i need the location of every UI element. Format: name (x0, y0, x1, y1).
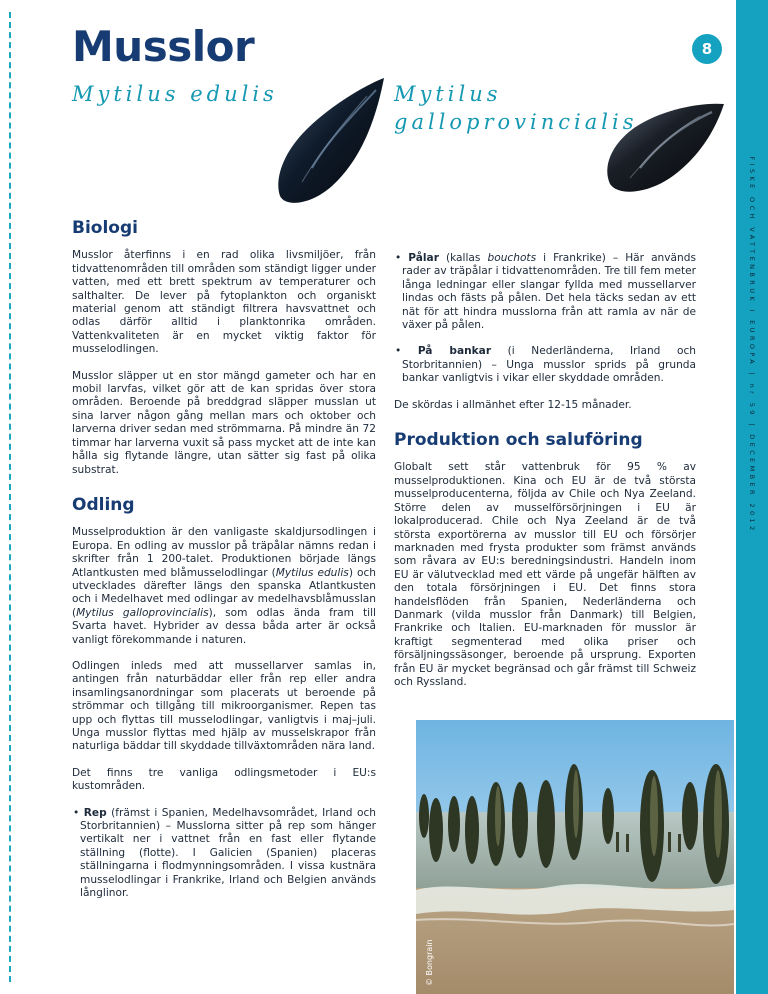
biologi-paragraph-1: Musslor återfinns i en rad olika livsmiljöer, från tidvattenområden till områden som ständigt ligger under vatten, med ett brett spektrum av temperaturer och salthalter. De lever på fytoplankton och organiskt material genom att ständigt filtrera havsvattnet och odlas därför alltid i planktonrika områden. Vattenkvaliteten är en mycket viktig faktor för musselodlingen. (72, 249, 376, 356)
odling-paragraph-3: Det finns tre vanliga odlingsmetoder i EU:s kustområden. (72, 766, 376, 793)
biologi-heading: Biologi (72, 218, 138, 238)
method-rep-item: • Rep (främst i Spanien, Medelhavsområdet, Irland och Storbritannien) – Musslorna sitter på rep som hänger vertikalt ner i vattnet från en fast eller flytande ställning (flotte). I Galicien (Spanien) placeras ställningarna i flodmynningsområden. I vissa kustnära musselodlingar i Frankrike, Irland och Belgien används långlinor. (73, 806, 376, 900)
harvest-text: De skördas i allmänhet efter 12-15 månader. (394, 398, 632, 411)
odling-paragraph-1: Musselproduktion är den vanligaste skaldjursodlingen i Europa. En odling av musslor på träpålar nämns redan i skrifter från 1 200-talet. Produktionen började längs Atlantkusten med blåmusselodlingar (Mytilus edulis) och utvecklades därefter längs den spanska Atlantkusten och i Medelhavet med odlingar av medelhavsblåmusslan (Mytilus galloprovincialis), som odlas ända fram till Svarta havet. Hybrider av dessa båda arter är också vanligt förekommande i naturen. (72, 526, 376, 646)
side-banner-text: FISKE OCH VATTENBRUK I EUROPA | nr 59 | DECEMBER 2012 (748, 156, 756, 534)
method-palar-item: • Pålar (kallas bouchots i Frankrike) – Här används rader av träpålar i tidvattenområden. Tre till fem meter långa ledningar eller slangar fyllda med mussellarver lindas och fästs på pålen. Det hela täcks sedan av ett nät för att hindra musslorna från att ramla av när de växer på pålen. (395, 252, 696, 332)
photo-credit: © Bongrain (425, 939, 434, 986)
dashed-margin-line (9, 12, 11, 982)
produktion-heading: Produktion och saluföring (394, 430, 643, 451)
odling-paragraph-2: Odlingen inleds med att mussellarver samlas in, antingen från naturbäddar eller från rep eller andra insamlingsanordningar som placerats ut beroende på strömmar och tillgång till mikroorganismer. Repen tas upp och flyttas till musselodlingar, vanligtvis i maj–juli. Unga musslor flyttas med hjälp av musselskrapor från naturliga bäddar till skyddade tillväxtområden nära land. (72, 659, 376, 753)
method-bankar-item: • På bankar (i Nederländerna, Irland och Storbritannien) – Unga musslor sprids på grunda bankar vanligtvis i vikar eller skyddade områden. (395, 345, 696, 385)
bouchot-beach-scene (416, 720, 734, 994)
left-column (72, 218, 376, 913)
side-banner-text-wrap (740, 156, 764, 534)
odling-heading: Odling (72, 494, 135, 515)
mussel-poles-photo (416, 720, 734, 994)
species-name-edulis: Mytilus edulis (72, 82, 278, 106)
species-name-galloprovincialis: Mytilus galloprovincialis (394, 82, 638, 134)
mussel-edulis-image (272, 74, 390, 208)
biologi-paragraph-2: Musslor släpper ut en stor mängd gameter och har en mobil larvfas, vilket gör att de kan spridas över stora områden. Beroende på breddgrad släpper musslan ut sina larver någon gång mellan mars och oktober och larverna driver sedan med strömmarna. På mindre än 72 timmar har larverna vuxit så pass mycket att de inte kan hålla sig flytande längre, utan sätter sig fast på olika substrat. (72, 369, 376, 476)
page-title: Musslor (72, 22, 255, 71)
mussel-galloprovincialis-image (600, 98, 728, 198)
right-column (394, 252, 696, 702)
produktion-paragraph: Globalt sett står vattenbruk för 95 % av musselproduktionen. Kina och EU är de två största musselproducenterna, följda av Chile och Nya Zeeland. Större delen av musselförsörjningen i EU är lokalproducerad. Chile och Nya Zeeland är de två största exportörerna av musslor till EU och försörjer marknaden med frysta produkter som främst används som råvara av EU:s beredningsindustri. Handeln inom EU är välutvecklad med ett värde på ungefär hälften av den totala försörjningen i EU. Det finns stora handelsflöden från Spanien, Nederländerna och Danmark (vilda musslor från Danmark) till Belgien, Frankrike och Italien. EU-marknaden för musslor är kraftigt segmenterad med olika priser och försäljningssäsonger, beroende på ursprung. Exporten från EU är mycket begränsad och går främst till Schweiz och Ryssland. (394, 461, 696, 688)
page-number-badge: 8 (692, 34, 722, 64)
